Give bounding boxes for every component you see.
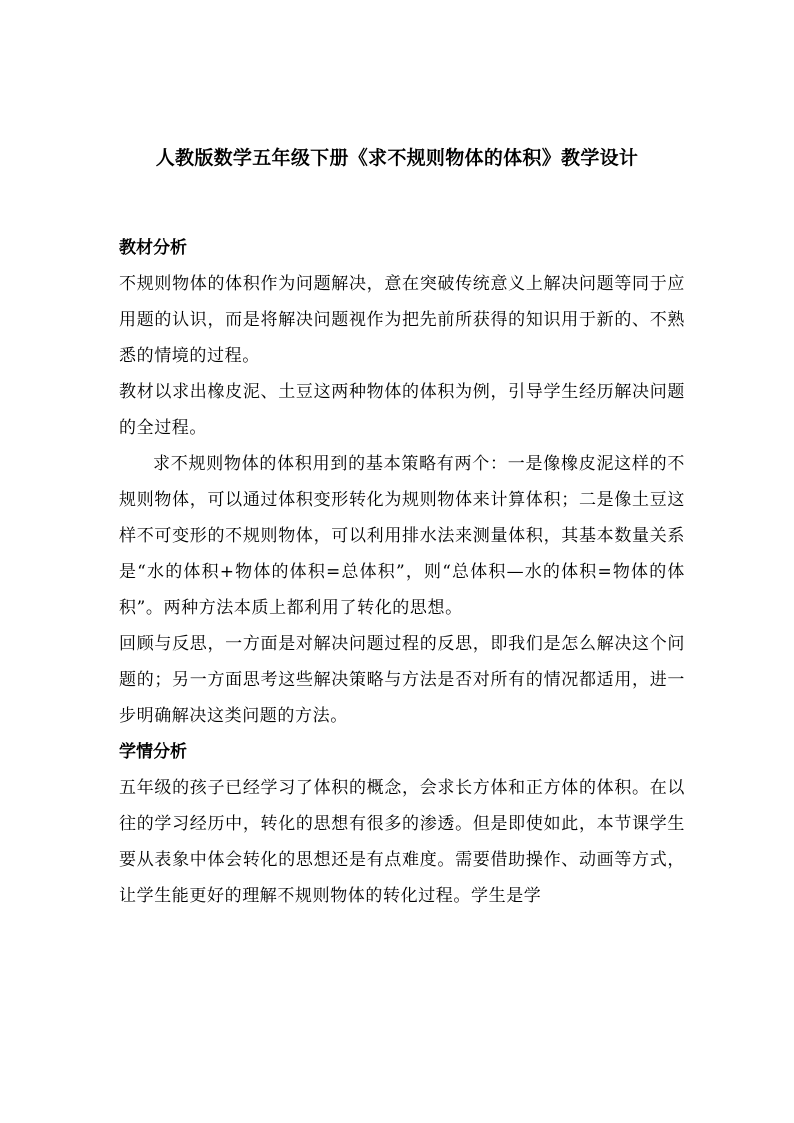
section-student-analysis (119, 734, 685, 914)
document-body (119, 230, 685, 914)
section-heading: 学情分析 (119, 742, 187, 762)
section-heading: 教材分析 (119, 238, 187, 258)
section-textbook-analysis (119, 230, 685, 734)
paragraph: 回顾与反思，一方面是对解决问题过程的反思，即我们是怎么解决这个问题的；另一方面思考这些解决策略与方法是否对所有的情况都适用，进一步明确解决这类问题的方法。 (119, 634, 685, 726)
paragraph: 五年级的孩子已经学习了体积的概念，会求长方体和正方体的体积。在以往的学习经历中，转化的思想有很多的渗透。但是即使如此，本节课学生要从表象中体会转化的思想还是有点难度。需要借助操作、动画等方式，让学生能更好的理解不规则物体的转化过程。学生是学 (119, 778, 685, 906)
paragraph: 不规则物体的体积作为问题解决，意在突破传统意义上解决问题等同于应用题的认识，而是将解决问题视作为把先前所获得的知识用于新的、不熟悉的情境的过程。 (119, 274, 685, 366)
paragraph: 求不规则物体的体积用到的基本策略有两个：一是像橡皮泥这样的不规则物体，可以通过体积变形转化为规则物体来计算体积；二是像土豆这样不可变形的不规则物体，可以利用排水法来测量体积，其基本数量关系是“水的体积+物体的体积=总体积”，则“总体积—水的体积=物体的体积”。两种方法本质上都利用了转化的思想。 (119, 454, 685, 618)
document-title: 人教版数学五年级下册《求不规则物体的体积》教学设计 (155, 147, 639, 169)
paragraph: 教材以求出橡皮泥、土豆这两种物体的体积为例，引导学生经历解决问题的全过程。 (119, 382, 685, 438)
